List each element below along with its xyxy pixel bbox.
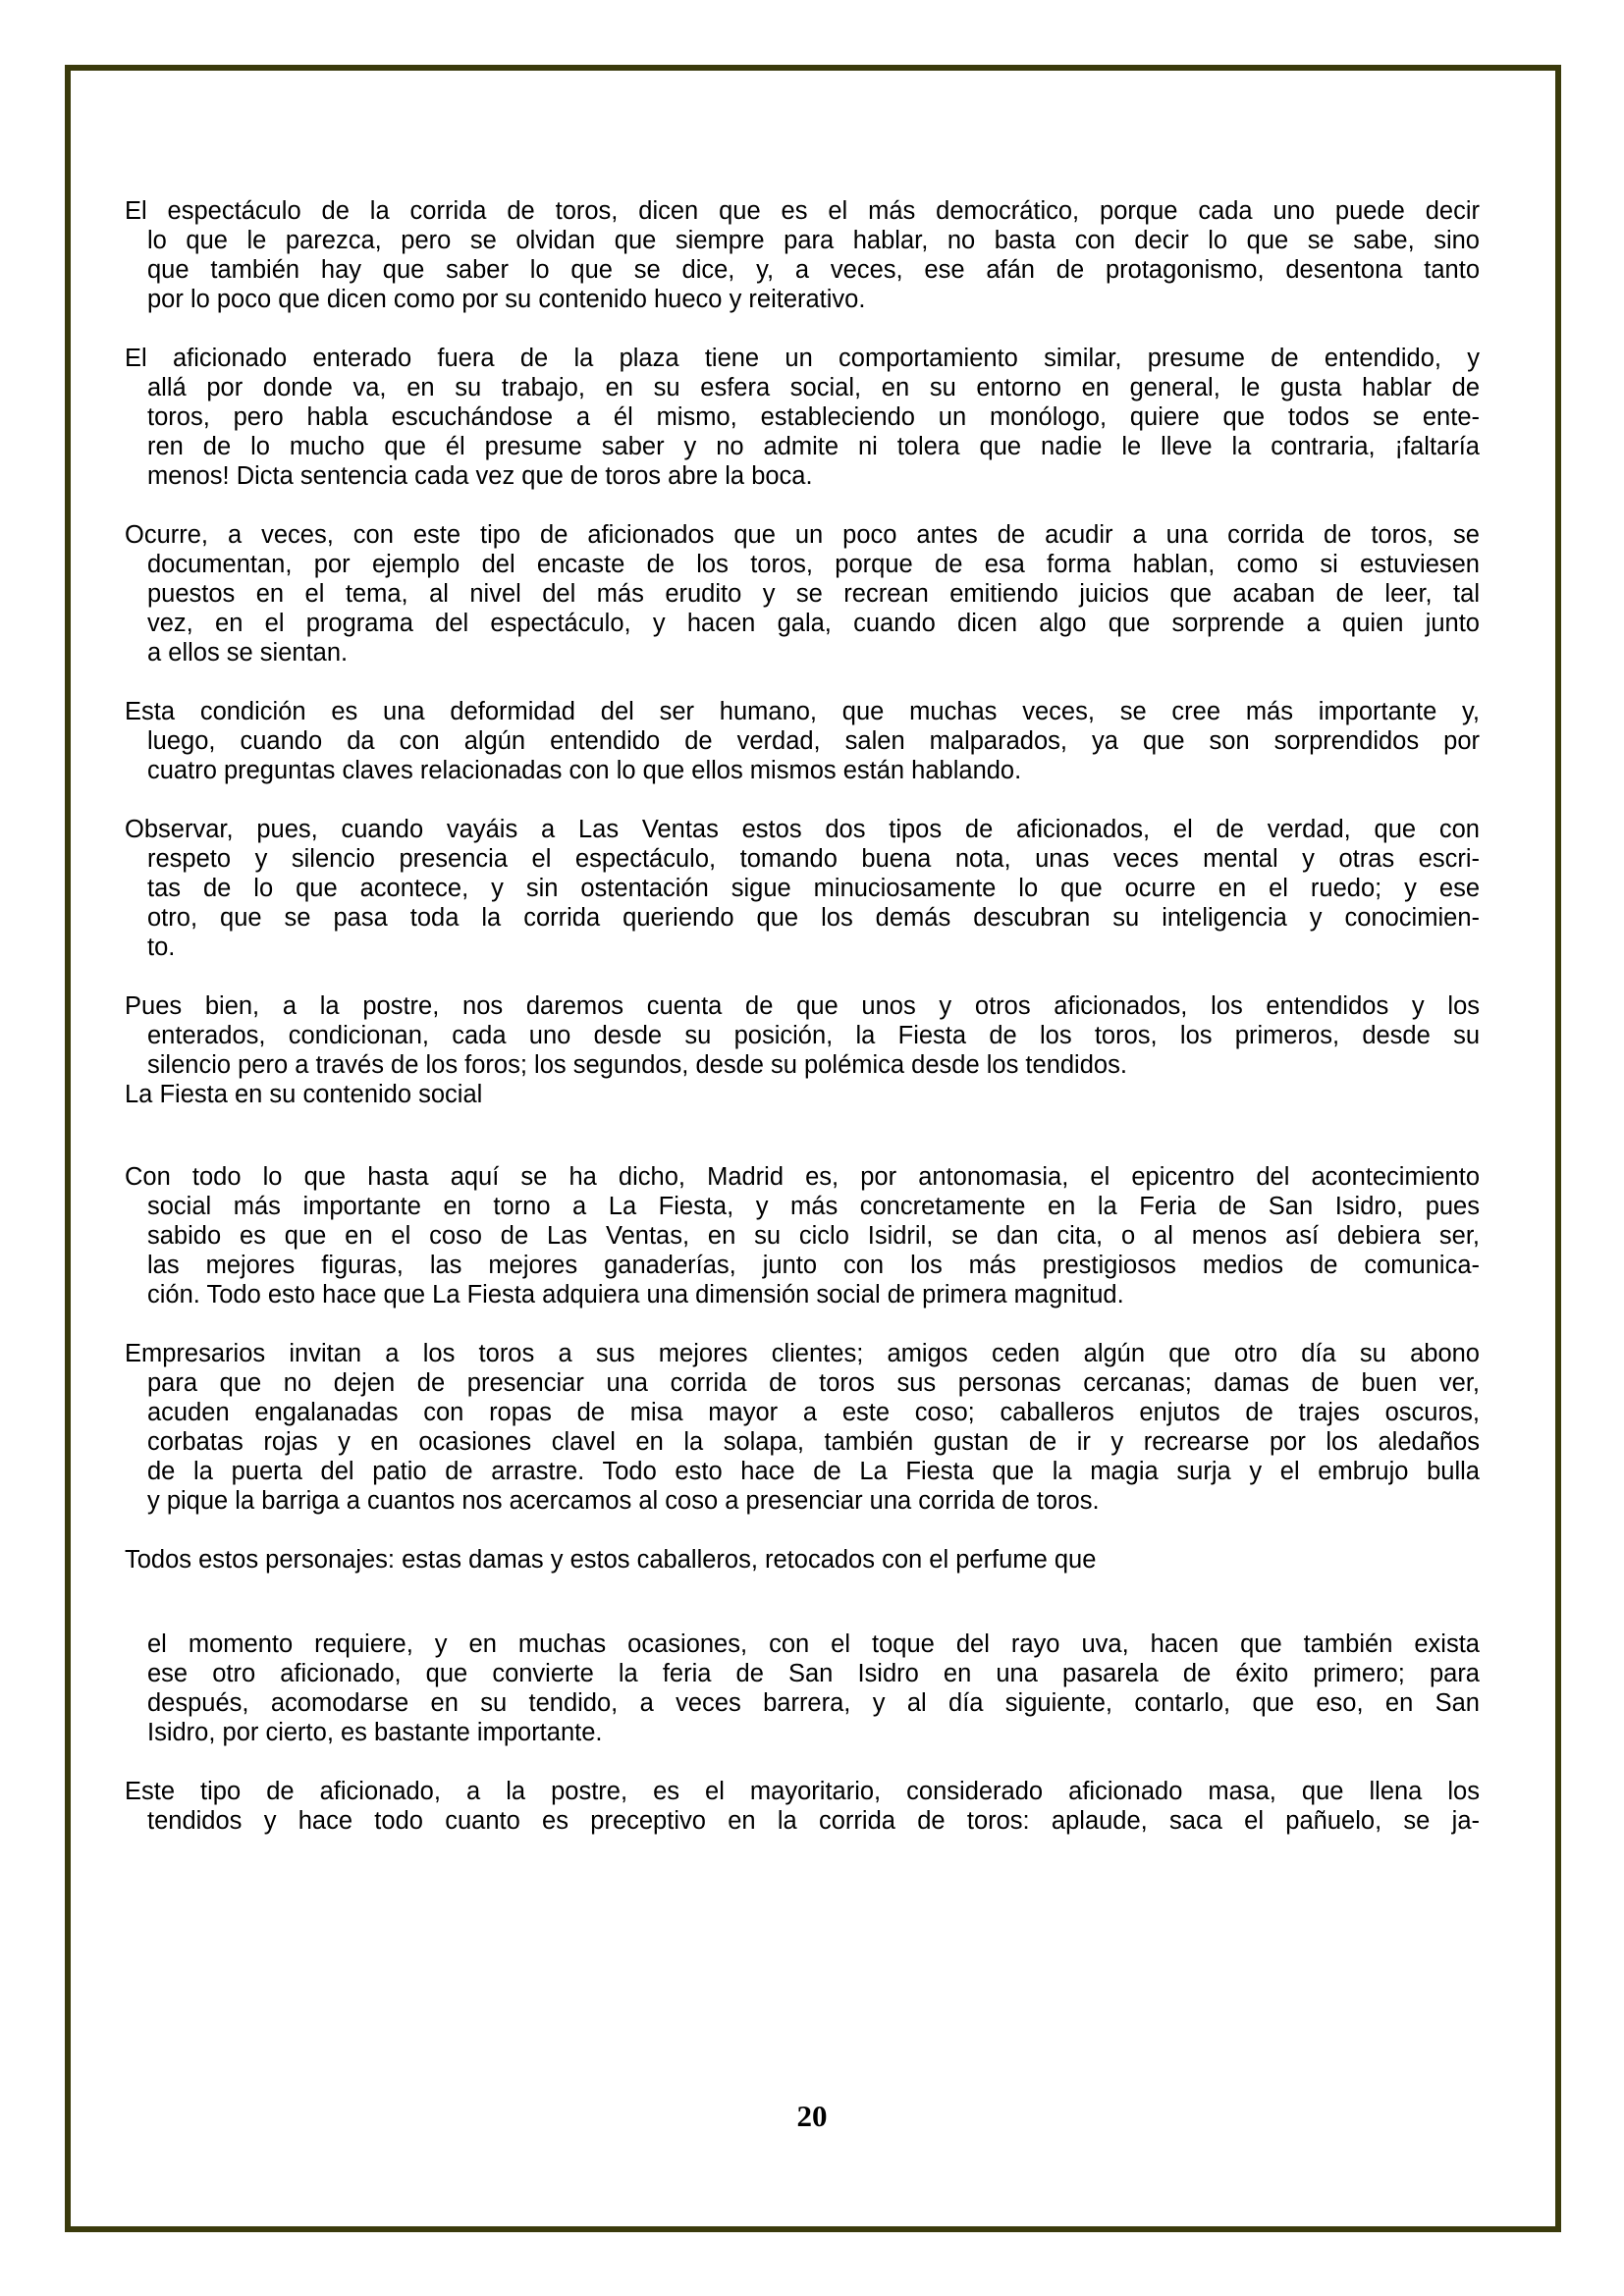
text-line: luego, cuando da con algún entendido de verdad, salen malparados, ya que son sorprendidos por <box>147 727 1480 755</box>
text-line: corbatas rojas y en ocasiones clavel en la solapa, también gustan de ir y recrearse por los aledaños <box>147 1428 1480 1456</box>
text-line: otro, que se pasa toda la corrida queriendo que los demás descubran su inteligencia y conocimien- <box>147 904 1480 932</box>
text-line: para que no dejen de presenciar una corrida de toros sus personas cercanas; damas de buen ver, <box>147 1369 1480 1397</box>
paragraph <box>125 1777 1480 1836</box>
text-line: El espectáculo de la corrida de toros, dicen que es el más democrático, porque cada uno puede decir <box>125 197 1480 225</box>
text-line: sabido es que en el coso de Las Ventas, en su ciclo Isidril, se dan cita, o al menos así debiera ser, <box>147 1222 1480 1250</box>
paragraph <box>125 1162 1480 1309</box>
text-line: a ellos se sientan. <box>147 639 349 667</box>
text-line: allá por donde va, en su trabajo, en su esfera social, en su entorno en general, le gusta hablar de <box>147 374 1480 401</box>
text-line: Esta condición es una deformidad del ser humano, que muchas veces, se cree más importante y, <box>125 698 1480 725</box>
text-line: lo que le parezca, pero se olvidan que siempre para hablar, no basta con decir lo que se sabe, sino <box>147 227 1480 254</box>
text-line: enterados, condicionan, cada uno desde su posición, la Fiesta de los toros, los primeros, desde su <box>147 1022 1480 1049</box>
text-line: las mejores figuras, las mejores ganaderías, junto con los más prestigiosos medios de comunica- <box>147 1252 1480 1279</box>
text-line: silencio pero a través de los foros; los segundos, desde su polémica desde los tendidos. <box>147 1051 1127 1079</box>
text-line: toros, pero habla escuchándose a él mismo, estableciendo un monólogo, quiere que todos se ente- <box>147 403 1480 431</box>
text-line: después, acomodarse en su tendido, a veces barrera, y al día siguiente, contarlo, que eso, en San <box>147 1689 1480 1717</box>
text-line: ren de lo mucho que él presume saber y no admite ni tolera que nadie le lleve la contraria, ¡faltaría <box>147 433 1480 460</box>
paragraph <box>125 344 1480 491</box>
text-line: Este tipo de aficionado, a la postre, es el mayoritario, considerado aficionado masa, que llena los <box>125 1778 1480 1805</box>
text-line: el momento requiere, y en muchas ocasiones, con el toque del rayo uva, hacen que también exista <box>147 1630 1480 1658</box>
text-line: Todos estos personajes: estas damas y estos caballeros, retocados con el perfume que <box>125 1546 1097 1574</box>
text-line: Empresarios invitan a los toros a sus mejores clientes; amigos ceden algún que otro día su abono <box>125 1340 1480 1367</box>
text-line: puestos en el tema, al nivel del más erudito y se recrean emitiendo juicios que acaban de leer, tal <box>147 580 1480 608</box>
text-line: acuden engalanadas con ropas de misa mayor a este coso; caballeros enjutos de trajes oscuros, <box>147 1399 1480 1426</box>
text-line: Ocurre, a veces, con este tipo de aficionados que un poco antes de acudir a una corrida de toros, se <box>125 521 1480 549</box>
paragraph <box>125 1339 1480 1516</box>
page-number: 20 <box>796 2099 828 2133</box>
text-line: tas de lo que acontece, y sin ostentación sigue minuciosamente lo que ocurre en el ruedo; y ese <box>147 875 1480 902</box>
paragraph <box>125 991 1480 1080</box>
paragraph <box>125 697 1480 785</box>
text-line: Isidro, por cierto, es bastante importante. <box>147 1719 603 1746</box>
text-line: y pique la barriga a cuantos nos acercamos al coso a presenciar una corrida de toros. <box>147 1487 1100 1515</box>
paragraph <box>125 196 1480 314</box>
page-body <box>125 196 1480 1865</box>
text-line: to. <box>147 934 176 961</box>
text-line: documentan, por ejemplo del encaste de los toros, porque de esa forma hablan, como si estuviesen <box>147 551 1480 578</box>
paragraph <box>125 1629 1480 1747</box>
text-line: tendidos y hace todo cuanto es preceptivo en la corrida de toros: aplaude, saca el pañuelo, se ja- <box>147 1807 1480 1835</box>
text-line: ción. Todo esto hace que La Fiesta adquiera una dimensión social de primera magnitud. <box>147 1281 1124 1308</box>
text-line: Observar, pues, cuando vayáis a Las Ventas estos dos tipos de aficionados, el de verdad, que con <box>125 816 1480 843</box>
text-line: ese otro aficionado, que convierte la feria de San Isidro en una pasarela de éxito primero; para <box>147 1660 1480 1687</box>
text-line: vez, en el programa del espectáculo, y hacen gala, cuando dicen algo que sorprende a quien junto <box>147 610 1480 637</box>
text-line: social más importante en torno a La Fiesta, y más concretamente en la Feria de San Isidro, pues <box>147 1193 1480 1220</box>
paragraph <box>125 815 1480 962</box>
text-line: por lo poco que dicen como por su contenido hueco y reiterativo. <box>147 286 866 313</box>
paragraph <box>125 1545 1480 1575</box>
text-line: menos! Dicta sentencia cada vez que de toros abre la boca. <box>147 462 813 490</box>
section-heading: La Fiesta en su contenido social <box>125 1081 483 1108</box>
text-line: de la puerta del patio de arrastre. Todo esto hace de La Fiesta que la magia surja y el embrujo bulla <box>147 1458 1480 1485</box>
text-line: respeto y silencio presencia el espectáculo, tomando buena nota, unas veces mental y otras escri- <box>147 845 1480 873</box>
text-line: Con todo lo que hasta aquí se ha dicho, Madrid es, por antonomasia, el epicentro del acontecimiento <box>125 1163 1480 1191</box>
paragraph <box>125 520 1480 667</box>
text-line: El aficionado enterado fuera de la plaza tiene un comportamiento similar, presume de entendido, y <box>125 345 1480 372</box>
text-line: que también hay que saber lo que se dice, y, a veces, ese afán de protagonismo, desentona tanto <box>147 256 1480 284</box>
text-line: cuatro preguntas claves relacionadas con lo que ellos mismos están hablando. <box>147 757 1022 784</box>
text-line: Pues bien, a la postre, nos daremos cuenta de que unos y otros aficionados, los entendidos y los <box>125 992 1480 1020</box>
